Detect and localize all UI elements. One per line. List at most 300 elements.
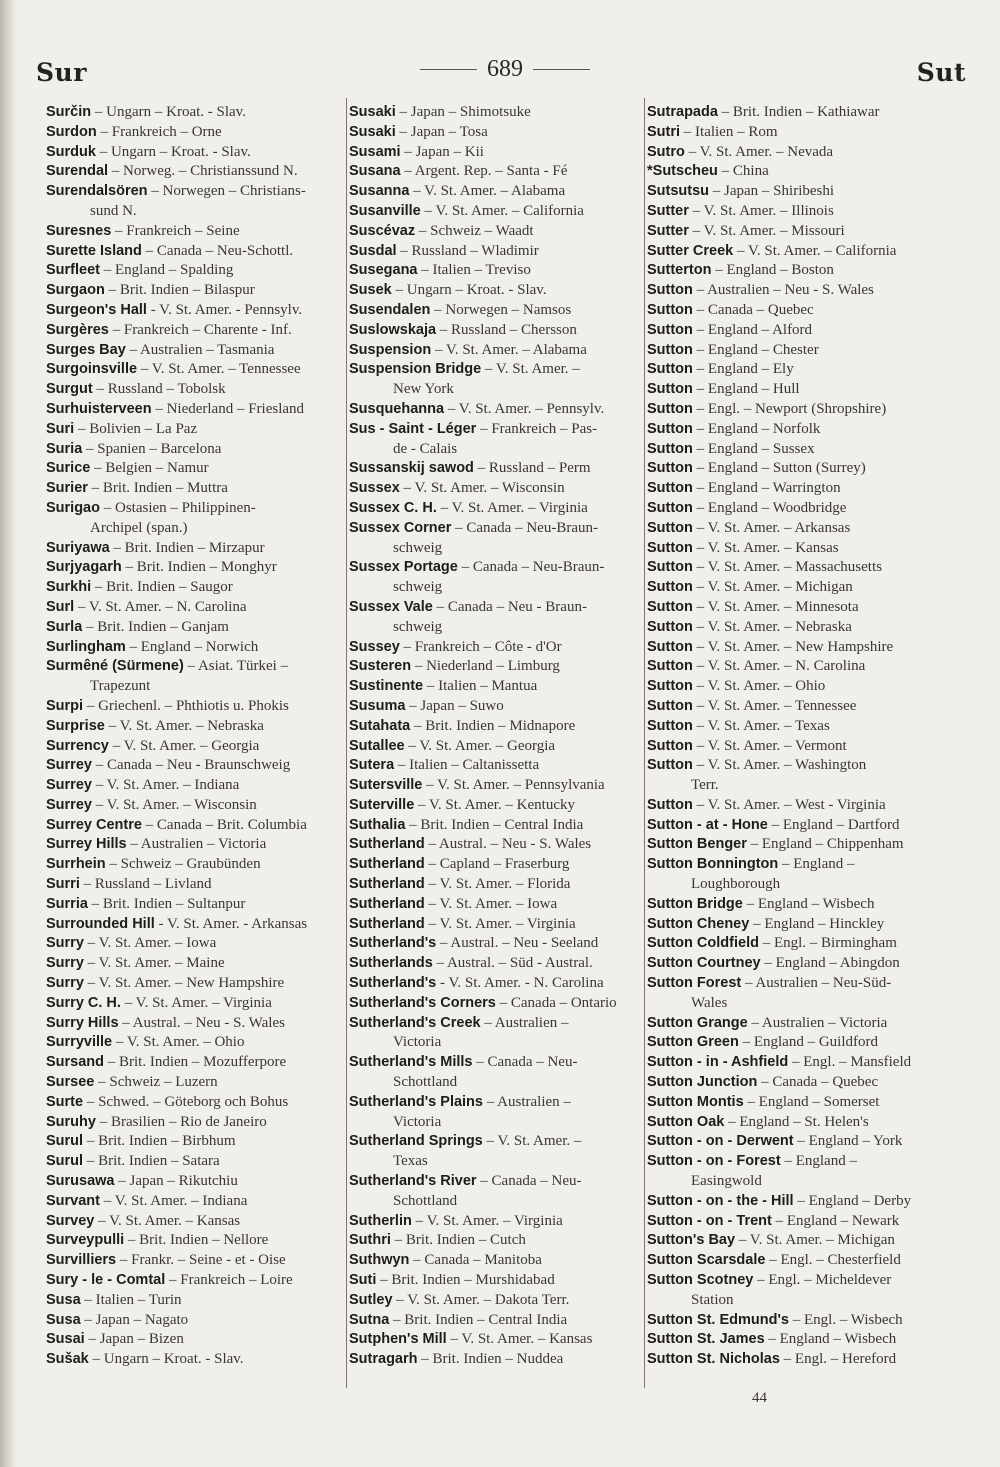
- entry-headword: Surul: [46, 1133, 84, 1150]
- entry-headword: Suri: [46, 420, 75, 437]
- entry-line: [647, 1192, 947, 1212]
- entry-location: – England – St. Helen's: [724, 1113, 869, 1130]
- entry-line: [349, 143, 645, 163]
- entry-location: – V. St. Amer. – Indiana: [100, 1192, 248, 1209]
- entry-headword: Surduk: [46, 143, 96, 160]
- entry-location: – Engl. – Micheldever: [753, 1272, 892, 1289]
- entry-line: [647, 301, 947, 321]
- entry-line: [647, 618, 947, 638]
- entry-location: – Ungarn – Kroat. - Slav.: [95, 143, 251, 160]
- entry-headword: Surveypulli: [46, 1232, 125, 1249]
- entry-location: – Niederland – Friesland: [151, 400, 305, 417]
- entry-headword: Sutton: [647, 559, 693, 576]
- entry-headword: Sutton: [647, 618, 693, 635]
- entry-location: – Niederland – Limburg: [411, 658, 560, 675]
- entry-line: [647, 103, 947, 123]
- entry-location: – Japan – Shiribeshi: [709, 183, 835, 200]
- entry-headword: Surgut: [46, 381, 93, 398]
- entry-line: [349, 1291, 645, 1311]
- entry-line: [647, 697, 947, 717]
- entry-location: – Australien – Victoria: [747, 1014, 888, 1031]
- entry-headword: Susquehanna: [349, 400, 445, 417]
- entry-headword: Sutton St. Nicholas: [647, 1351, 780, 1368]
- entry-line: [647, 539, 947, 559]
- entry-location: – Frankr. – Seine - et - Oise: [116, 1252, 286, 1269]
- entry-location: – Canada – Neu - Braunschweig: [91, 757, 291, 774]
- entry-location: – Frankreich – Charente - Inf.: [108, 321, 292, 338]
- entry-location: – England – York: [793, 1133, 903, 1150]
- entry-line: [349, 1014, 645, 1034]
- entry-line: [46, 222, 346, 242]
- entry-continuation: [647, 994, 947, 1014]
- entry-headword: Sutherland: [349, 836, 425, 853]
- entry-line: [46, 1231, 346, 1251]
- entry-line: [647, 321, 947, 341]
- entry-headword: Susuma: [349, 697, 406, 714]
- entry-line: [647, 400, 947, 420]
- entry-line: [349, 1093, 645, 1113]
- entry-headword: Sutherland's Corners: [349, 994, 496, 1011]
- entry-location: – Belgien – Namur: [90, 460, 209, 477]
- entry-line: [349, 1053, 645, 1073]
- entry-headword: Susai: [46, 1331, 85, 1348]
- entry-location: – Australien – Tasmania: [125, 341, 275, 358]
- entry-location: – Frankreich – Pas-: [476, 420, 598, 437]
- entry-line: [647, 123, 947, 143]
- entry-location: – Brit. Indien – Mozufferpore: [104, 1054, 287, 1071]
- binding-shadow: [0, 0, 16, 1467]
- entry-headword: Sutton: [647, 420, 693, 437]
- entry-location: – Brit. Indien – Monghyr: [121, 559, 277, 576]
- entry-location: – V. St. Amer. – Nebraska: [104, 717, 264, 734]
- entry-location: – Engl. – Wisbech: [789, 1311, 903, 1328]
- entry-line: [46, 994, 346, 1014]
- entry-line: [349, 281, 645, 301]
- entry-headword: Sutton: [647, 638, 693, 655]
- entry-location: – Japan – Tosa: [395, 123, 488, 140]
- entry-continuation: [349, 578, 645, 598]
- page-number: 689: [487, 56, 523, 82]
- entry-headword: Sutley: [349, 1291, 393, 1308]
- entry-line: [46, 341, 346, 361]
- entry-line: [349, 242, 645, 262]
- entry-continuation: [349, 1033, 645, 1053]
- entry-headword: Suslowskaja: [349, 321, 437, 338]
- entry-headword: Sutter: [647, 222, 689, 239]
- entry-line: [349, 895, 645, 915]
- entry-headword: Sutallee: [349, 737, 405, 754]
- entry-location: – V. St. Amer. – Pennsylvania: [422, 777, 605, 794]
- entry-location: – V. St. Amer. – Alabama: [431, 341, 587, 358]
- entry-headword: Susaki: [349, 104, 396, 120]
- entry-headword: Susegana: [349, 262, 418, 279]
- entry-headword: Surrhein: [46, 856, 106, 873]
- entry-headword: Surla: [46, 618, 83, 635]
- entry-line: [647, 459, 947, 479]
- entry-location: – Australien – Neu-Süd-: [741, 975, 892, 992]
- entry-line: [46, 934, 346, 954]
- entry-headword: Sutton St. Edmund's: [647, 1311, 789, 1328]
- entry-location: – Canada – Brit. Columbia: [141, 816, 307, 833]
- entry-headword: Surdon: [46, 123, 97, 140]
- entry-line: [349, 321, 645, 341]
- entry-headword: Surigao: [46, 499, 100, 516]
- entry-headword: Surri: [46, 876, 80, 893]
- entry-headword: Sutton: [647, 361, 693, 378]
- entry-location: – V. St. Amer. – Ohio: [692, 678, 826, 695]
- entry-headword: Sutter Creek: [647, 242, 734, 259]
- entry-headword: Sutton: [647, 598, 693, 615]
- entry-location: – Canada – Neu-: [472, 1054, 578, 1071]
- entry-line: [349, 1212, 645, 1232]
- entry-continuation: [349, 440, 645, 460]
- entry-headword: Sutherlin: [349, 1212, 412, 1229]
- entry-headword: Suthri: [349, 1232, 391, 1249]
- entry-line: [46, 539, 346, 559]
- entry-headword: Sutton: [647, 400, 693, 417]
- entry-continuation: [46, 519, 346, 539]
- entry-location: – Brit. Indien – Saugor: [91, 579, 233, 596]
- entry-location: – V. St. Amer. – Virginia: [411, 1212, 563, 1229]
- entry-line: [647, 1330, 947, 1350]
- entry-location: – Brit. Indien – Ganjam: [82, 618, 229, 635]
- entry-line: [46, 1271, 346, 1291]
- entry-line: [647, 281, 947, 301]
- entry-line: [349, 360, 645, 380]
- entry-headword: Surrounded Hill: [46, 915, 155, 932]
- entry-location: – V. St. Amer. – Texas: [692, 717, 830, 734]
- entry-location: – Asiat. Türkei –: [183, 658, 289, 675]
- entry-headword: Sutterton: [647, 262, 712, 279]
- entry-line: [46, 1093, 346, 1113]
- entry-location: – V. St. Amer. – Washington: [692, 757, 867, 774]
- entry-location: – England – Woodbridge: [692, 499, 847, 516]
- entry-line: [349, 875, 645, 895]
- entry-line: [647, 1073, 947, 1093]
- entry-location: – Brit. Indien – Bilaspur: [104, 282, 255, 299]
- entry-headword: Sussex C. H.: [349, 499, 437, 516]
- entry-headword: Susana: [349, 163, 401, 180]
- entry-headword: Suscévaz: [349, 222, 416, 239]
- entry-location: Terr.: [691, 777, 719, 794]
- entry-location: – V. St. Amer. – California: [420, 202, 584, 219]
- entry-line: [647, 1311, 947, 1331]
- entry-headword: Sutton Scotney: [647, 1272, 754, 1289]
- entry-continuation: [46, 202, 346, 222]
- entry-location: – Japan – Bizen: [84, 1331, 184, 1348]
- entry-location: – Ungarn – Kroat. - Slav.: [391, 282, 547, 299]
- entry-location: – V. St. Amer. – Alabama: [409, 183, 566, 200]
- entry-continuation: [647, 776, 947, 796]
- entry-headword: Sutragarh: [349, 1351, 418, 1368]
- entry-line: [647, 162, 947, 182]
- entry-headword: Sussey: [349, 638, 400, 655]
- entry-headword: Sutton: [647, 440, 693, 457]
- entry-headword: Sursand: [46, 1054, 105, 1071]
- entry-location: – V. St. Amer. – New Hampshire: [83, 975, 285, 992]
- entry-headword: Sutera: [349, 757, 395, 774]
- entry-headword: Suti: [349, 1272, 377, 1289]
- entry-headword: Sutton - on - Forest: [647, 1153, 781, 1170]
- entry-headword: Surgoinsville: [46, 361, 138, 378]
- entry-location: – Russland – Perm: [473, 460, 591, 477]
- entry-location: – Italien – Turin: [80, 1291, 182, 1308]
- entry-location: – Italien – Mantua: [423, 678, 538, 695]
- entry-line: [46, 578, 346, 598]
- entry-line: [46, 162, 346, 182]
- signature-mark: 44: [752, 1390, 767, 1406]
- entry-continuation: [349, 1192, 645, 1212]
- entry-location: – Argent. Rep. – Santa - Fé: [400, 163, 568, 180]
- entry-line: [647, 737, 947, 757]
- entry-headword: Surry Hills: [46, 1014, 119, 1031]
- entry-headword: Suruhy: [46, 1113, 96, 1130]
- entry-line: [647, 360, 947, 380]
- entry-headword: Sutton: [647, 757, 693, 774]
- entry-headword: Sutton - on - the - Hill: [647, 1192, 794, 1209]
- entry-line: [349, 499, 645, 519]
- entry-location: – England –: [780, 1153, 857, 1170]
- entry-line: [349, 1311, 645, 1331]
- entry-location: – Brasilien – Rio de Janeiro: [95, 1113, 267, 1130]
- entry-location: – V. St. Amer. – New Hampshire: [692, 638, 894, 655]
- entry-location: – Russland – Chersson: [436, 321, 577, 338]
- entry-headword: Sutton: [647, 460, 693, 477]
- entry-line: [647, 1132, 947, 1152]
- entry-headword: Surry: [46, 975, 84, 992]
- entry-location: – Norweg. – Christianssund N.: [108, 163, 298, 180]
- entry-line: [46, 1172, 346, 1192]
- entry-continuation: [349, 618, 645, 638]
- entry-location: – V. St. Amer. – Virginia: [424, 915, 576, 932]
- entry-headword: Sutton Forest: [647, 975, 742, 992]
- entry-line: [647, 934, 947, 954]
- entry-line: [46, 1330, 346, 1350]
- entry-location: – V. St. Amer. – Ohio: [112, 1034, 245, 1051]
- entry-line: [46, 954, 346, 974]
- entry-headword: Sussex Corner: [349, 519, 452, 536]
- entry-line: [46, 360, 346, 380]
- entry-headword: Sutton Bonnington: [647, 856, 779, 873]
- entry-line: [647, 954, 947, 974]
- entry-line: [349, 974, 645, 994]
- entry-line: [349, 202, 645, 222]
- entry-headword: Sutherland's Creek: [349, 1014, 481, 1031]
- entry-location: – V. St. Amer. – Iowa: [424, 895, 558, 912]
- entry-location: – Capland – Fraserburg: [424, 856, 570, 873]
- entry-location: – Canada – Manitoba: [409, 1252, 542, 1269]
- entry-headword: Surry: [46, 955, 84, 972]
- entry-location: – Russland – Wladimir: [396, 242, 539, 259]
- entry-line: [647, 558, 947, 578]
- entry-line: [46, 1033, 346, 1053]
- entry-location: – Russland – Livland: [79, 876, 212, 893]
- entry-headword: Sutton Cheney: [647, 915, 750, 932]
- entry-headword: Sutherlands: [349, 955, 433, 972]
- entry-location: – Canada – Ontario: [495, 994, 617, 1011]
- entry-location: – V. St. Amer. – Dakota Terr.: [392, 1291, 570, 1308]
- entry-location: Schottland: [393, 1074, 458, 1091]
- entry-location: – V. St. Amer. – Virginia: [436, 499, 588, 516]
- entry-line: [46, 281, 346, 301]
- entry-location: – Japan – Suwo: [405, 697, 504, 714]
- entry-headword: Surgères: [46, 321, 109, 338]
- entry-headword: Sutherland: [349, 915, 425, 932]
- entry-location: – Brit. Indien – Satara: [83, 1153, 220, 1170]
- entry-line: [647, 657, 947, 677]
- entry-location: – V. St. Amer. – Tennessee: [137, 361, 301, 378]
- entry-location: – Brit. Indien – Kathiawar: [717, 104, 880, 120]
- entry-headword: Surendal: [46, 163, 109, 180]
- entry-line: [46, 638, 346, 658]
- entry-location: – Austral. – Süd - Austral.: [432, 955, 593, 972]
- entry-headword: Suresnes: [46, 222, 112, 239]
- entry-headword: Susanna: [349, 183, 410, 200]
- entry-headword: Sutton Benger: [647, 836, 747, 853]
- entry-line: [647, 420, 947, 440]
- entry-line: [349, 519, 645, 539]
- entry-headword: Surryville: [46, 1034, 113, 1051]
- entry-line: [349, 400, 645, 420]
- entry-line: [349, 301, 645, 321]
- entry-line: [647, 717, 947, 737]
- entry-headword: Suspension Bridge: [349, 361, 482, 378]
- entry-line: [46, 835, 346, 855]
- entry-location: de - Calais: [393, 440, 458, 457]
- entry-location: Victoria: [393, 1034, 442, 1051]
- entry-headword: Sury - le - Comtal: [46, 1272, 166, 1289]
- entry-location: – Japan – Nagato: [80, 1311, 189, 1328]
- entry-line: [647, 242, 947, 262]
- entry-location: – England –: [778, 856, 855, 873]
- entry-headword: Suthwyn: [349, 1252, 410, 1269]
- entry-line: [46, 1192, 346, 1212]
- entry-headword: Surhuisterveen: [46, 400, 152, 417]
- entry-line: [349, 835, 645, 855]
- entry-line: [46, 321, 346, 341]
- entry-line: [46, 242, 346, 262]
- entry-location: – V. St. Amer. – Maine: [83, 955, 225, 972]
- entry-line: [46, 756, 346, 776]
- entry-line: [46, 816, 346, 836]
- entry-location: – Japan – Rikutchiu: [114, 1173, 238, 1190]
- entry-line: [349, 123, 645, 143]
- entry-location: – V. St. Amer. – Pennsylv.: [444, 400, 605, 417]
- entry-line: [647, 380, 947, 400]
- entry-line: [647, 578, 947, 598]
- entry-column-2: [349, 103, 645, 1370]
- entry-headword: Sutherland's Mills: [349, 1054, 473, 1071]
- entry-location: – Ungarn – Kroat. - Slav.: [88, 1351, 244, 1368]
- entry-headword: Sutton Junction: [647, 1074, 758, 1091]
- entry-line: [349, 222, 645, 242]
- entry-headword: Sutton: [647, 499, 693, 516]
- entry-line: [349, 855, 645, 875]
- entry-headword: Surpi: [46, 697, 84, 714]
- entry-continuation: [647, 1291, 947, 1311]
- entry-line: [647, 855, 947, 875]
- entry-headword: Sutton Bridge: [647, 895, 743, 912]
- entry-headword: Suterville: [349, 796, 415, 813]
- entry-headword: Sutton: [647, 519, 693, 536]
- entry-headword: Susanville: [349, 202, 421, 219]
- entry-location: – England – Norfolk: [692, 420, 821, 437]
- entry-location: – V. St. Amer. – Iowa: [83, 935, 217, 952]
- entry-headword: Survey: [46, 1212, 95, 1229]
- entry-location: – Austral. – Neu - Seeland: [436, 935, 599, 952]
- entry-headword: Surrey Centre: [46, 816, 142, 833]
- entry-headword: Survant: [46, 1192, 100, 1209]
- entry-location: – V. St. Amer. – Kentucky: [414, 796, 575, 813]
- entry-headword: Sutherland's: [349, 935, 437, 952]
- entry-location: – England – Abingdon: [760, 955, 900, 972]
- entry-line: [349, 182, 645, 202]
- entry-headword: Surl: [46, 598, 75, 615]
- entry-headword: Sutri: [647, 123, 681, 140]
- entry-location: – Frankreich – Seine: [111, 222, 240, 239]
- entry-line: [349, 1172, 645, 1192]
- entry-line: [46, 598, 346, 618]
- entry-location: – Griechenl. – Phthiotis u. Phokis: [83, 697, 289, 714]
- entry-headword: Sutton: [647, 341, 693, 358]
- entry-headword: Surrency: [46, 737, 109, 754]
- entry-line: [647, 895, 947, 915]
- entry-line: [647, 479, 947, 499]
- entry-line: [46, 697, 346, 717]
- entry-location: Schottland: [393, 1192, 458, 1209]
- entry-headword: Sutton St. James: [647, 1331, 765, 1348]
- entry-headword: Surgeon's Hall: [46, 301, 147, 318]
- entry-line: [349, 994, 645, 1014]
- entry-line: [647, 1152, 947, 1172]
- entry-location: Easingwold: [691, 1173, 762, 1190]
- entry-location: – England – Norwich: [125, 638, 259, 655]
- entry-line: [46, 479, 346, 499]
- entry-location: - V. St. Amer. - N. Carolina: [436, 975, 604, 992]
- entry-location: – V. St. Amer. – Missouri: [688, 222, 845, 239]
- entry-line: [46, 499, 346, 519]
- entry-location: – England – Wisbech: [742, 895, 875, 912]
- entry-headword: Surier: [46, 480, 88, 497]
- entry-line: [647, 974, 947, 994]
- entry-headword: Sutton: [647, 579, 693, 596]
- entry-location: – V. St. Amer. – Nebraska: [692, 618, 852, 635]
- entry-headword: Surrey: [46, 757, 92, 774]
- entry-line: [46, 1132, 346, 1152]
- entry-location: - V. St. Amer. - Arkansas: [154, 915, 308, 932]
- entry-headword: Surette Island: [46, 242, 142, 259]
- entry-continuation: [349, 1073, 645, 1093]
- entry-line: [46, 301, 346, 321]
- entry-line: [349, 261, 645, 281]
- entry-line: [349, 638, 645, 658]
- entry-line: [46, 1152, 346, 1172]
- entry-location: New York: [393, 381, 454, 398]
- entry-location: schweig: [393, 579, 443, 596]
- entry-headword: Sutro: [647, 143, 685, 160]
- entry-location: – England – Sutton (Surrey): [692, 460, 866, 477]
- entry-line: [349, 697, 645, 717]
- entry-headword: Surjyagarh: [46, 559, 122, 576]
- entry-location: – England – Dartford: [767, 816, 900, 833]
- entry-line: [46, 1212, 346, 1232]
- entry-location: – V. St. Amer. –: [481, 361, 580, 378]
- entry-location: – Frankreich – Loire: [165, 1272, 293, 1289]
- entry-location: – V. St. Amer. – Kansas: [446, 1331, 593, 1348]
- entry-line: [647, 440, 947, 460]
- entry-line: [647, 1014, 947, 1034]
- entry-headword: Sutherland: [349, 876, 425, 893]
